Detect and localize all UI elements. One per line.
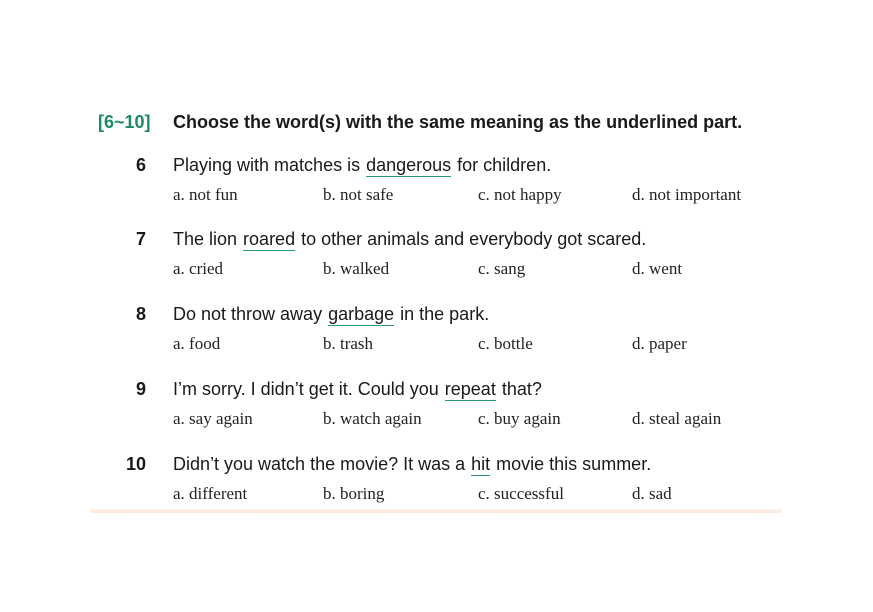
option-b[interactable]: b. not safe	[323, 185, 394, 204]
question-6	[0, 155, 873, 215]
sentence-before: Playing with matches is	[173, 155, 361, 175]
sentence-after: for children.	[457, 155, 552, 175]
question-9	[0, 379, 873, 439]
question-sentence	[173, 304, 489, 326]
sentence-after: that?	[501, 379, 542, 399]
option-a[interactable]: a. different	[173, 484, 248, 503]
option-c[interactable]: c. not happy	[478, 185, 562, 204]
option-c[interactable]: c. successful	[478, 484, 564, 503]
question-sentence	[173, 229, 646, 251]
question-number: 9	[135, 379, 146, 399]
underlined-word: roared	[243, 229, 296, 249]
option-b[interactable]: b. trash	[323, 334, 374, 353]
question-10	[0, 454, 873, 514]
sentence-after: movie this summer.	[496, 454, 652, 474]
sentence-before: The lion	[173, 229, 238, 249]
bottom-divider	[90, 509, 782, 513]
question-number: 7	[135, 229, 146, 249]
option-d[interactable]: d. went	[632, 259, 683, 278]
option-a[interactable]: a. not fun	[173, 185, 238, 204]
question-number: 10	[125, 454, 146, 474]
underlined-word: hit	[471, 454, 491, 474]
option-d[interactable]: d. steal again	[632, 409, 722, 428]
option-d[interactable]: d. not important	[632, 185, 742, 204]
option-d[interactable]: d. sad	[632, 484, 672, 503]
question-sentence	[173, 155, 551, 177]
instruction-text: Choose the word(s) with the same meaning as the underlined part.	[173, 112, 743, 132]
option-a[interactable]: a. food	[173, 334, 221, 353]
option-a[interactable]: a. say again	[173, 409, 253, 428]
option-b[interactable]: b. watch again	[323, 409, 422, 428]
question-number: 6	[135, 155, 146, 175]
underlined-word: dangerous	[366, 155, 452, 175]
sentence-before: Do not throw away	[173, 304, 323, 324]
option-a[interactable]: a. cried	[173, 259, 224, 278]
option-c[interactable]: c. sang	[478, 259, 526, 278]
question-number: 8	[135, 304, 146, 324]
option-d[interactable]: d. paper	[632, 334, 687, 353]
sentence-before: Didn’t you watch the movie? It was a	[173, 454, 466, 474]
sentence-after: in the park.	[400, 304, 490, 324]
question-sentence	[173, 379, 542, 401]
question-range-label: [6~10]	[98, 112, 151, 132]
question-8	[0, 304, 873, 364]
sentence-after: to other animals and everybody got scared.	[301, 229, 647, 249]
option-c[interactable]: c. buy again	[478, 409, 561, 428]
underlined-word: garbage	[328, 304, 395, 324]
option-b[interactable]: b. walked	[323, 259, 390, 278]
question-sentence	[173, 454, 651, 476]
exercise-instruction	[98, 112, 742, 133]
sentence-before: I’m sorry. I didn’t get it. Could you	[173, 379, 439, 399]
question-7	[0, 229, 873, 289]
option-c[interactable]: c. bottle	[478, 334, 533, 353]
option-b[interactable]: b. boring	[323, 484, 385, 503]
underlined-word: repeat	[444, 379, 496, 399]
